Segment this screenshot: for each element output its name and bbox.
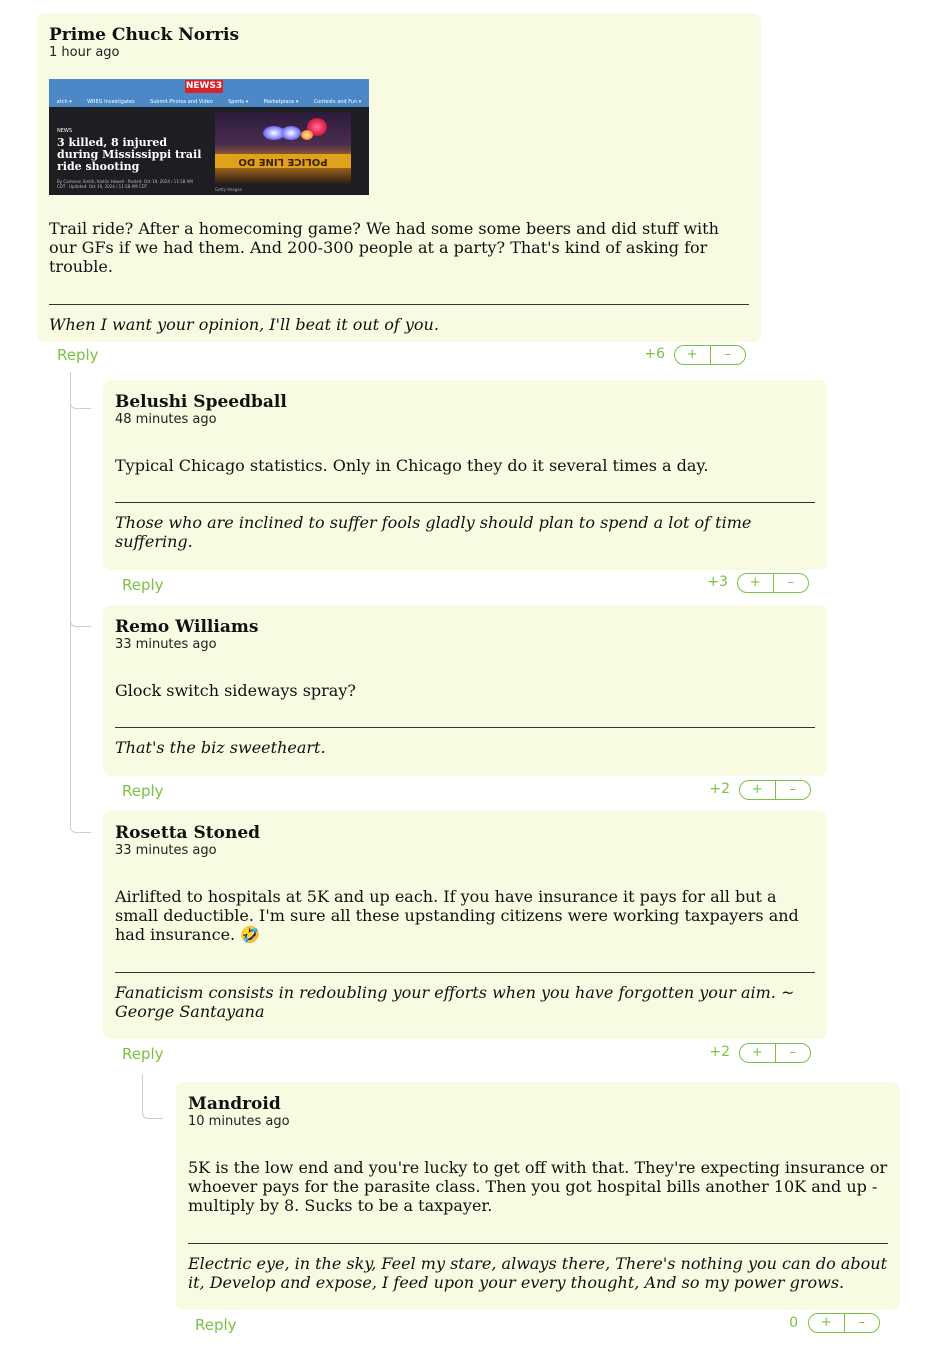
comment-signature: Electric eye, in the sky, Feel my stare, always there, There's nothing you can do about it, Develop and expose, I feed upon your every thought, And so my power grows. bbox=[188, 1254, 887, 1292]
comment-timestamp: 33 minutes ago bbox=[115, 637, 217, 652]
comment bbox=[103, 605, 827, 776]
news-logo: NEWS3 bbox=[185, 81, 223, 91]
upvote-button[interactable]: + bbox=[751, 782, 763, 797]
comment-timestamp: 33 minutes ago bbox=[115, 843, 217, 858]
signature-divider bbox=[115, 727, 815, 728]
comment-author[interactable]: Rosetta Stoned bbox=[115, 823, 261, 843]
comment-body: Glock switch sideways spray? bbox=[115, 681, 356, 700]
downvote-button[interactable]: – bbox=[775, 781, 811, 799]
vote-controls bbox=[808, 1313, 880, 1333]
comment bbox=[103, 380, 827, 570]
downvote-button[interactable]: – bbox=[710, 346, 746, 364]
reply-button[interactable]: Reply bbox=[122, 1045, 164, 1063]
comment-body: Trail ride? After a homecoming game? We had some some beers and did stuff with our GFs if we had them. And 200-300 people at a party? That's kind of asking for trouble. bbox=[49, 219, 719, 276]
vote-controls bbox=[674, 345, 746, 365]
news-header-bar bbox=[49, 79, 369, 107]
downvote-button[interactable]: – bbox=[775, 1044, 811, 1062]
comment-signature: That's the biz sweetheart. bbox=[115, 738, 326, 757]
vote-score: +2 bbox=[709, 1044, 730, 1060]
signature-divider bbox=[49, 304, 749, 305]
news-nav-item: Contests and Fun ▾ bbox=[313, 99, 362, 105]
news-photo-caption: Getty Images bbox=[215, 187, 242, 192]
comment bbox=[37, 13, 761, 342]
news-nav-item: Marketplace ▾ bbox=[263, 99, 299, 105]
downvote-button[interactable]: – bbox=[844, 1314, 880, 1332]
vote-score: +2 bbox=[709, 781, 730, 797]
vote-score: +6 bbox=[644, 346, 665, 362]
comment-signature: Fanaticism consists in redoubling your efforts when you have forgotten your aim. ~ George Santayana bbox=[115, 983, 795, 1021]
news-nav-item: WREG Investigates bbox=[87, 99, 135, 105]
reply-button[interactable]: Reply bbox=[122, 576, 164, 594]
signature-divider bbox=[188, 1243, 888, 1244]
police-light bbox=[301, 130, 313, 140]
news-nav bbox=[49, 98, 369, 107]
comment-body: 5K is the low end and you're lucky to get off with that. They're expecting insurance or whoever pays for the parasite class. Then you got hospital bills another 10K and up - multiply by 8. Sucks to be a taxpayer. bbox=[188, 1158, 888, 1215]
reply-button[interactable]: Reply bbox=[195, 1316, 237, 1334]
news-meta: By Cameron Smith, Kaitlin Howell · Posted: Oct 19, 2024 / 11:58 AM CDT · Updated: Oct 19, 2024 / 11:58 AM CDT bbox=[57, 179, 193, 189]
comment-author[interactable]: Belushi Speedball bbox=[115, 392, 287, 412]
signature-divider bbox=[115, 502, 815, 503]
comment bbox=[176, 1082, 900, 1310]
vote-controls bbox=[739, 1043, 811, 1063]
downvote-button[interactable]: – bbox=[773, 574, 809, 592]
comment-signature: When I want your opinion, I'll beat it out of you. bbox=[49, 315, 439, 334]
news-photo bbox=[215, 112, 351, 184]
news-tag: NEWS bbox=[57, 128, 73, 134]
comment-author[interactable]: Remo Williams bbox=[115, 617, 259, 637]
reply-button[interactable]: Reply bbox=[122, 782, 164, 800]
thread-hook bbox=[70, 372, 91, 409]
reply-button[interactable]: Reply bbox=[57, 346, 99, 364]
comment-timestamp: 1 hour ago bbox=[49, 45, 120, 60]
vote-controls bbox=[737, 573, 809, 593]
police-tape: POLICE LINE DO bbox=[215, 154, 351, 168]
news-headline: 3 killed, 8 injured during Mississippi trail ride shooting bbox=[57, 136, 202, 173]
comment bbox=[103, 811, 827, 1039]
vote-score: 0 bbox=[789, 1315, 798, 1331]
comment-timestamp: 10 minutes ago bbox=[188, 1114, 290, 1129]
thread-line bbox=[70, 372, 71, 612]
comment-signature: Those who are inclined to suffer fools gladly should plan to spend a lot of time suffering. bbox=[115, 513, 752, 551]
embedded-news-image[interactable] bbox=[49, 79, 369, 195]
upvote-button[interactable]: + bbox=[749, 575, 761, 590]
comment-author[interactable]: Prime Chuck Norris bbox=[49, 25, 240, 45]
thread-hook bbox=[142, 1074, 163, 1119]
comment-timestamp: 48 minutes ago bbox=[115, 412, 217, 427]
police-light bbox=[281, 126, 301, 140]
vote-controls bbox=[739, 780, 811, 800]
vote-score: +3 bbox=[707, 574, 728, 590]
comment-body: Typical Chicago statistics. Only in Chicago they do it several times a day. bbox=[115, 456, 709, 475]
upvote-button[interactable]: + bbox=[686, 347, 698, 362]
comment-author[interactable]: Mandroid bbox=[188, 1094, 281, 1114]
news-nav-item: Sports ▾ bbox=[228, 99, 249, 105]
thread-hook bbox=[70, 600, 91, 833]
upvote-button[interactable]: + bbox=[820, 1315, 832, 1330]
upvote-button[interactable]: + bbox=[751, 1045, 763, 1060]
signature-divider bbox=[115, 972, 815, 973]
news-nav-item: atch ▾ bbox=[56, 99, 72, 105]
news-nav-item: Submit Photos and Video bbox=[149, 99, 213, 105]
comment-body: Airlifted to hospitals at 5K and up each. If you have insurance it pays for all but a small deductible. I'm sure all these upstanding citizens were working taxpayers and had insurance. 🤣 bbox=[115, 887, 799, 944]
